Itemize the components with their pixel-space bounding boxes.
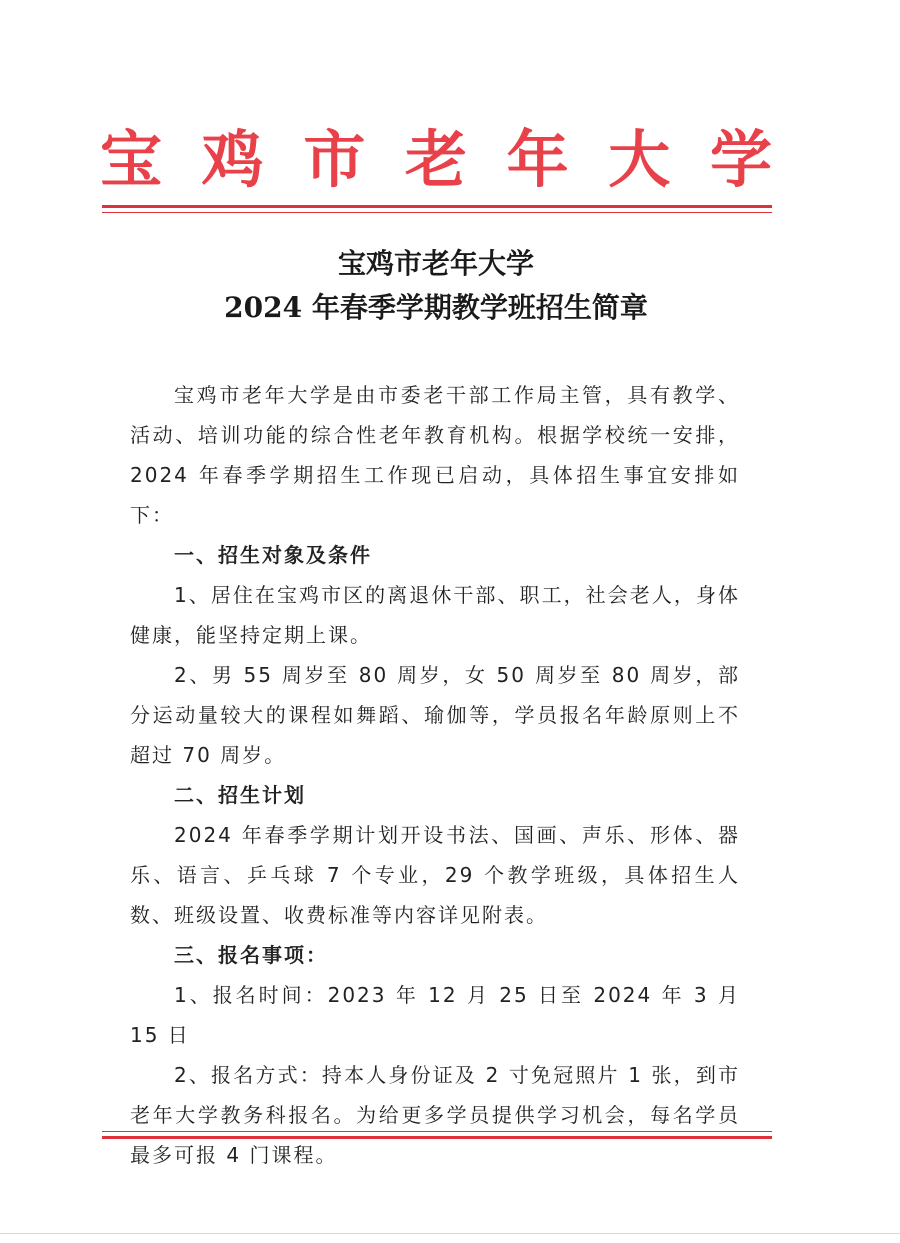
masthead-char: 学 <box>709 123 772 196</box>
registration-item: 1、报名时间：2023 年 12 月 25 日至 2024 年 3 月 15 日 <box>130 983 740 1047</box>
eligibility-item: 1、居住在宝鸡市区的离退休干部、职工，社会老人，身体健康，能坚持定期上课。 <box>130 583 740 647</box>
plan-paragraph: 2024 年春季学期计划开设书法、国画、声乐、形体、器乐、语言、乒乓球 7 个专业，29 个教学班级，具体招生人数、班级设置、收费标准等内容详见附表。 <box>130 823 740 927</box>
letterhead-top-rule <box>102 205 772 213</box>
rule-thick-line <box>102 1136 772 1139</box>
masthead-char: 市 <box>303 123 366 196</box>
scan-edge-line <box>0 1233 900 1234</box>
document-body <box>130 375 740 1175</box>
section-heading-eligibility: 一、招生对象及条件 <box>174 543 372 567</box>
masthead-char: 大 <box>608 123 671 196</box>
letterhead-bottom-rule <box>102 1131 772 1139</box>
document-title-line2: 2024 年春季学期教学班招生简章 <box>224 291 648 324</box>
masthead-char: 老 <box>404 123 467 196</box>
intro-paragraph: 宝鸡市老年大学是由市委老干部工作局主管，具有教学、活动、培训功能的综合性老年教育机构。根据学校统一安排，2024 年春季学期招生工作现已启动，具体招生事宜安排如下： <box>130 383 740 527</box>
section-heading-registration: 三、报名事项： <box>174 943 328 967</box>
masthead-char: 宝 <box>100 123 163 196</box>
masthead-char: 鸡 <box>201 123 264 196</box>
letterhead-masthead <box>100 120 772 200</box>
masthead-char: 年 <box>506 123 569 196</box>
rule-thin-line <box>102 212 772 213</box>
eligibility-item: 2、男 55 周岁至 80 周岁，女 50 周岁至 80 周岁，部分运动量较大的课程如舞蹈、瑜伽等，学员报名年龄原则上不超过 70 周岁。 <box>130 663 740 767</box>
section-heading-plan: 二、招生计划 <box>174 783 306 807</box>
document-title-line1: 宝鸡市老年大学 <box>337 247 534 280</box>
registration-item: 2、报名方式：持本人身份证及 2 寸免冠照片 1 张，到市老年大学教务科报名。为给更多学员提供学习机会，每名学员最多可报 4 门课程。 <box>130 1063 740 1167</box>
